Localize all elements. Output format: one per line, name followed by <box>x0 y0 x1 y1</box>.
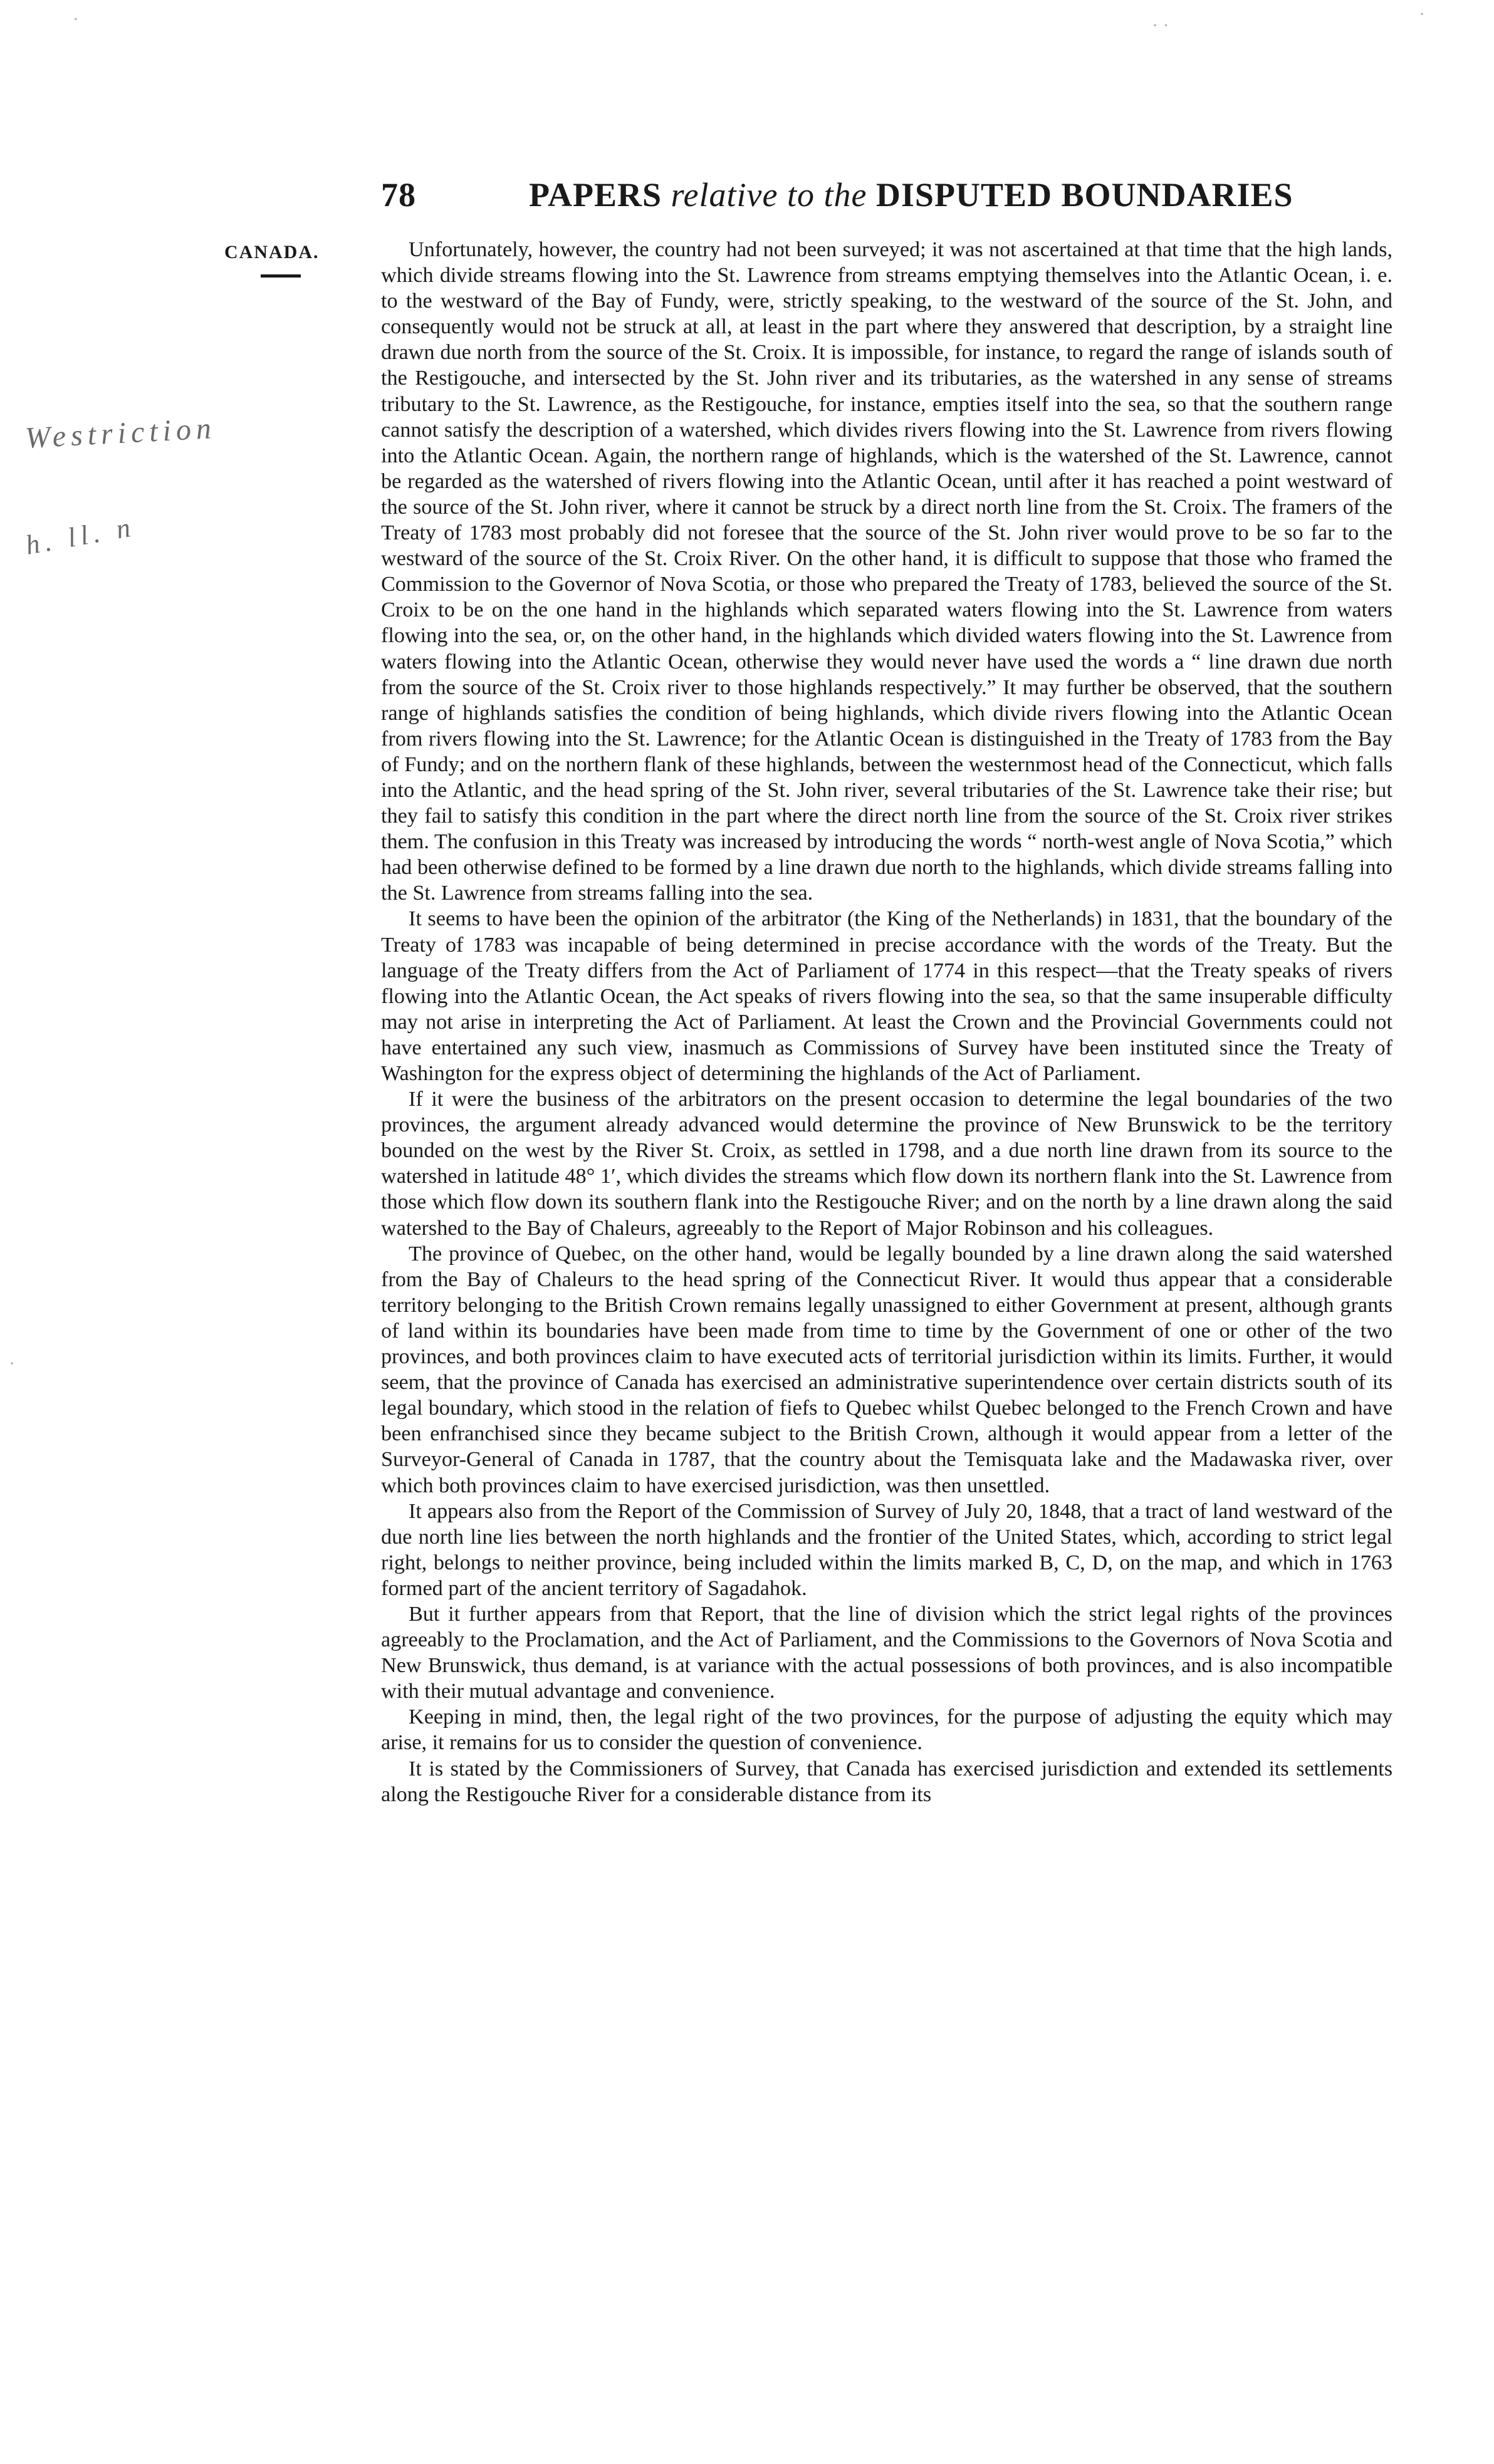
margin-divider <box>261 274 301 278</box>
running-title <box>529 175 1293 214</box>
speck-mark: · <box>1419 4 1425 24</box>
paragraph: It seems to have been the opinion of the arbitrator (the King of the Netherlands) in 1831, that the boundary of the Treaty of 1783 was incapable of being determined in precise accordance with the words of the Treaty. But the language of the Treaty differs from the Act of Parliament of 1774 in this respect—that the Treaty speaks of rivers flowing into the Atlantic Ocean, the Act speaks of rivers flowing into the sea, so that the same insuperable difficulty may not arise in interpreting the Act of Parliament. At least the Crown and the Provincial Governments could not have entertained any such view, inasmuch as Commissions of Survey have been instituted since the Treaty of Washington for the express object of determining the highlands of the Act of Parliament. <box>381 907 1392 1085</box>
paragraph: Unfortunately, however, the country had not been surveyed; it was not ascertained at that time that the high lands, which divide streams flowing into the St. Lawrence from streams emptying themselves into the Atlantic Ocean, i. e. to the westward of the Bay of Fundy, were, strictly speaking, to the westward of the source of the St. John, and consequently would not be struck at all, at least in the part where they answered that description, by a straight line drawn due north from the source of the St. Croix. It is impossible, for instance, to regard the range of islands south of the Restigouche, and intersected by the St. John river and its tributaries, as the watershed in any sense of streams tributary to the St. Lawrence, as the Restigouche, for instance, empties itself into the sea, so that the southern range cannot satisfy the description of a watershed, which divides rivers flowing into the St. Lawrence from rivers flowing into the Atlantic Ocean. Again, the northern range of highlands, which is the watershed of the St. Lawrence, cannot be regarded as the watershed of rivers flowing into the Atlantic Ocean, until after it has reached a point westward of the source of the St. John river, where it cannot be struck by a direct north line from the St. Croix. The framers of the Treaty of 1783 most probably did not foresee that the source of the St. John river would prove to be so far to the westward of the source of the St. Croix River. On the other hand, it is difficult to suppose that those who framed the Commission to the Governor of Nova Scotia, or those who prepared the Treaty of 1783, believed the source of the St. Croix to be on the one hand in the highlands which separated waters flowing into the St. Lawrence from waters flowing into the sea, or, on the other hand, in the highlands which divided waters flowing into the St. Lawrence from waters flowing into the Atlantic Ocean, otherwise they would never have used the words a “ line drawn due north from the source of the St. Croix river to those highlands respectively.” It may further be observed, that the southern range of highlands satisfies the condition of being highlands, which divide rivers flowing into the Atlantic Ocean from rivers flowing into the St. Lawrence; for the Atlantic Ocean is distinguished in the Treaty of 1783 from the Bay of Fundy; and on the northern flank of these highlands, between the westernmost head of the Connecticut, which falls into the Atlantic, and the head spring of the St. John river, several tributaries of the St. Lawrence take their rise; but they fail to satisfy this condition in the part where the direct north line from the source of the St. Croix river strikes them. The confusion in this Treaty was increased by introducing the words “ north-west angle of Nova Scotia,” which had been otherwise defined to be formed by a line drawn due north to the highlands, which divide streams falling into the St. Lawrence from streams falling into the sea. <box>381 238 1392 905</box>
handwritten-annotation: Westriction <box>24 412 217 455</box>
speck-mark: · <box>73 9 79 29</box>
speck-mark: · · <box>1152 15 1169 36</box>
paragraph: But it further appears from that Report, that the line of division which the strict legal rights of the provinces agreeably to the Proclamation, and the Act of Parliament, and the Commissions to the Governors of Nova Scotia and New Brunswick, thus demand, is at variance with the actual possessions of both provinces, and is also incompatible with their mutual advantage and convenience. <box>381 1602 1392 1703</box>
paragraph: If it were the business of the arbitrators on the present occasion to determine the legal boundaries of the two provinces, the argument already advanced would determine the province of New Brunswick to be the territory bounded on the west by the River St. Croix, as settled in 1798, and a due north line drawn from its source to the watershed in latitude 48° 1′, which divides the streams which flow down its northern flank into the St. Lawrence from those which flow down its southern flank into the Restigouche River; and on the north by a line drawn along the said watershed to the Bay of Chaleurs, agreeably to the Report of Major Robinson and his colleagues. <box>381 1088 1392 1240</box>
running-title-part2: DISPUTED BOUNDARIES <box>875 176 1293 214</box>
page-number: 78 <box>381 176 416 214</box>
margin-label-canada: CANADA. <box>224 242 320 263</box>
speck-mark: · <box>9 1353 15 1374</box>
paragraph: The province of Quebec, on the other hand, would be legally bounded by a line drawn along the said watershed from the Bay of Chaleurs to the head spring of the Connecticut River. It would thus appear that a considerable territory belonging to the British Crown remains legally unassigned to either Government at present, although grants of land within its boundaries have been made from time to time by the Government of one or other of the two provinces, and both provinces claim to have executed acts of territorial jurisdiction within its limits. Further, it would seem, that the province of Canada has exercised an administrative superintendence over certain districts south of its legal boundary, which stood in the relation of fiefs to Quebec whilst Quebec belonged to the French Crown and have been enfranchised since they became subject to the British Crown, although it would appear from a letter of the Surveyor-General of Canada in 1787, that the country about the Temisquata lake and the Madawaska river, over which both provinces claim to have exercised jurisdiction, was then unsettled. <box>381 1242 1392 1497</box>
body-text <box>381 237 1392 1807</box>
running-title-part1: PAPERS <box>529 176 662 214</box>
handwritten-annotation-faint: h. ll. n <box>23 511 138 561</box>
paragraph: It appears also from the Report of the Commission of Survey of July 20, 1848, that a tract of land westward of the due north line lies between the north highlands and the frontier of the United States, which, according to strict legal right, belongs to neither province, being included within the limits marked B, C, D, on the map, and which in 1763 formed part of the ancient territory of Sagadahok. <box>381 1499 1392 1600</box>
paragraph: It is stated by the Commissioners of Survey, that Canada has exercised jurisdiction and extended its settlements along the Restigouche River for a considerable distance from its <box>381 1757 1392 1806</box>
running-title-italic: relative to the <box>671 176 867 214</box>
paragraph: Keeping in mind, then, the legal right of the two provinces, for the purpose of adjusting the equity which may arise, it remains for us to consider the question of convenience. <box>381 1705 1392 1755</box>
